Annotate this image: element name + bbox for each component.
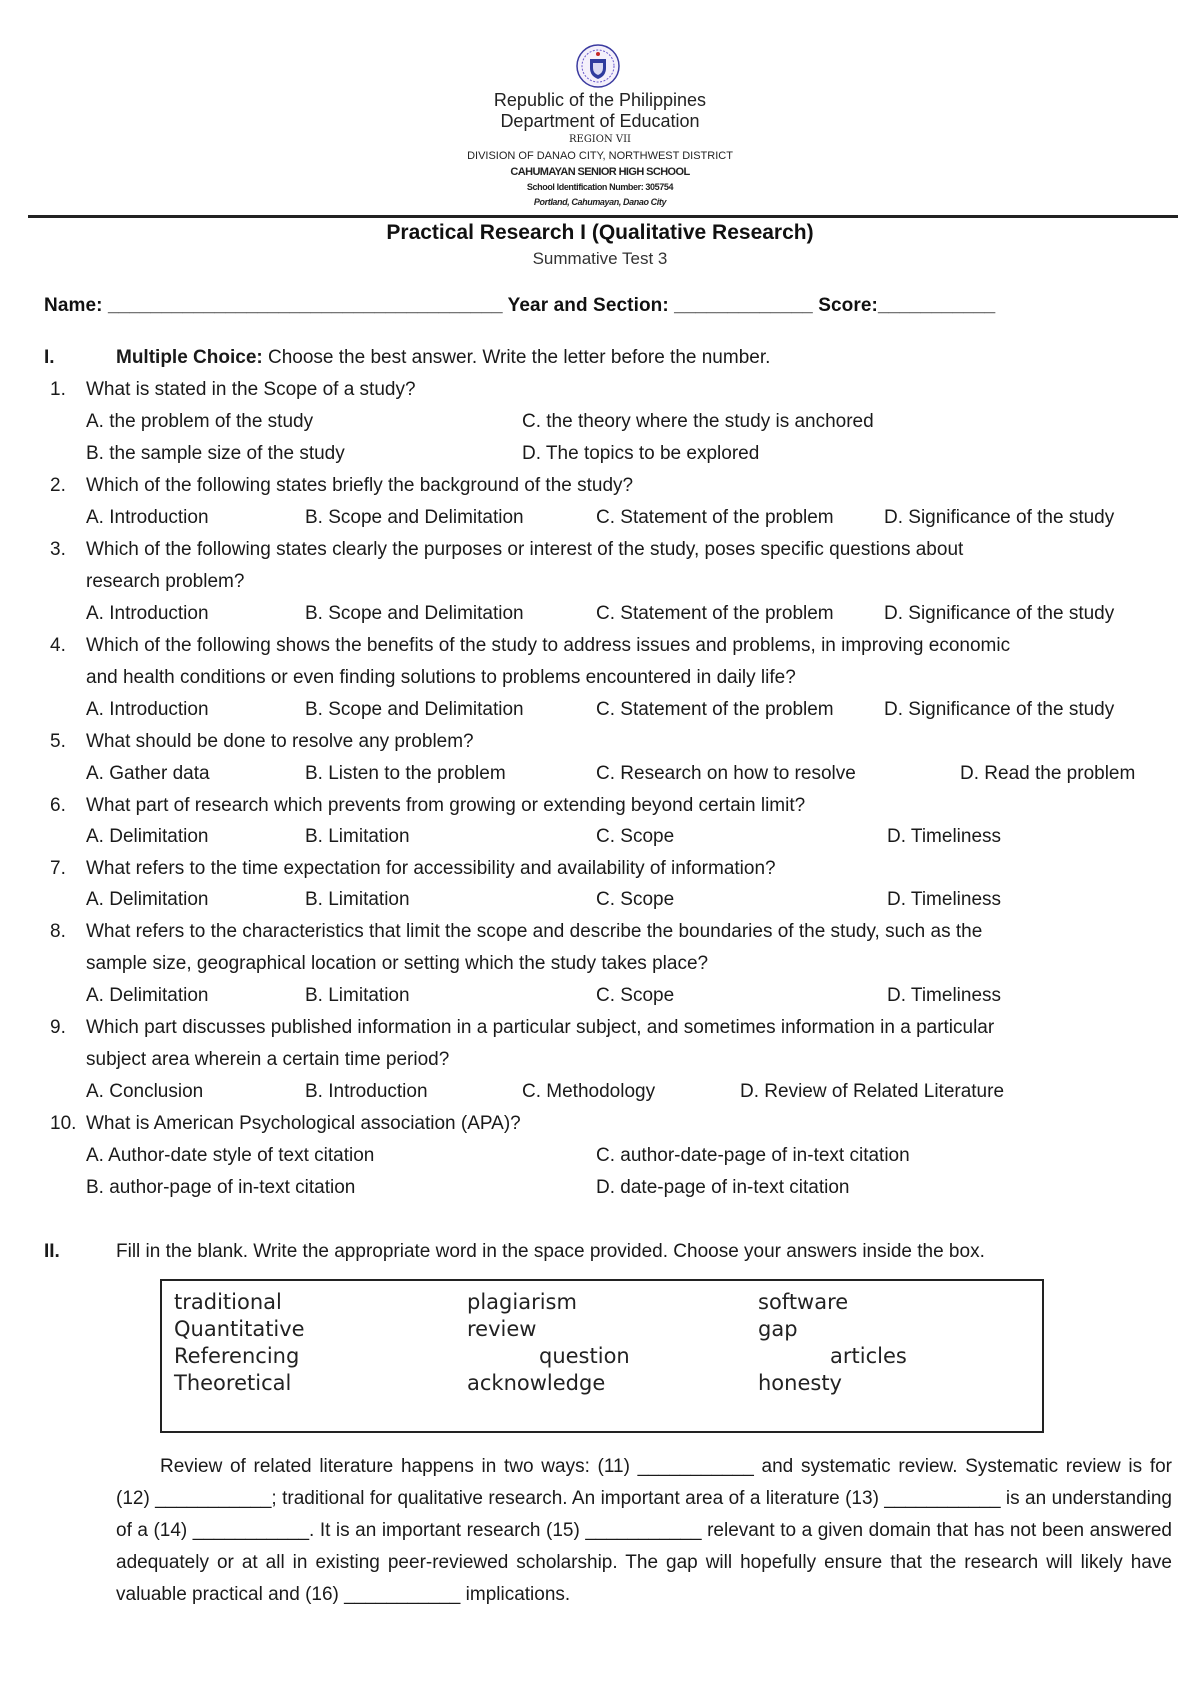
header-divider [28, 215, 1178, 218]
question-text: What is American Psychological association (APA)? [86, 1113, 521, 1134]
option: A. Gather data [86, 763, 210, 784]
question-number: 3. [50, 539, 66, 560]
question-text: subject area wherein a certain time period? [86, 1049, 450, 1070]
option: C. Statement of the problem [596, 699, 834, 720]
word-bank-item: question [539, 1344, 630, 1368]
option: D. Timeliness [887, 826, 1002, 847]
question-text: and health conditions or even finding solutions to problems encountered in daily life? [86, 667, 796, 688]
question-text: Which part discusses published information in a particular subject, and sometimes information in a particular [86, 1017, 995, 1038]
word-bank-item: Theoretical [174, 1371, 292, 1395]
question-text: research problem? [86, 571, 245, 592]
section1-label: Multiple Choice: [116, 347, 263, 368]
question-text: What part of research which prevents from growing or extending beyond certain limit? [86, 795, 806, 816]
option: B. Scope and Delimitation [305, 699, 524, 720]
option: B. Scope and Delimitation [305, 507, 524, 528]
question-number: 6. [50, 795, 66, 816]
question-text: Which of the following states briefly the background of the study? [86, 475, 634, 496]
question-text: sample size, geographical location or setting which the study takes place? [86, 953, 709, 974]
word-bank-item: traditional [174, 1290, 282, 1314]
option: B. Listen to the problem [305, 763, 506, 784]
section2-numeral: II. [44, 1241, 60, 1262]
question-text: What should be done to resolve any problem? [86, 731, 474, 752]
header-school: CAHUMAYAN SENIOR HIGH SCHOOL [510, 166, 690, 178]
option: B. Scope and Delimitation [305, 603, 524, 624]
option: B. Limitation [305, 985, 410, 1006]
word-bank-item: gap [758, 1317, 798, 1341]
option: D. Significance of the study [884, 603, 1115, 624]
header-division: DIVISION OF DANAO CITY, NORTHWEST DISTRICT [467, 150, 733, 162]
word-bank-item: software [758, 1290, 849, 1314]
option: B. Limitation [305, 826, 410, 847]
word-bank-item: honesty [758, 1371, 842, 1395]
option: D. Significance of the study [884, 507, 1115, 528]
option: C. Research on how to resolve [596, 763, 856, 784]
section1-numeral: I. [44, 347, 55, 368]
question-text: Which of the following states clearly the purposes or interest of the study, poses specific questions about [86, 539, 964, 560]
option: C. Statement of the problem [596, 603, 834, 624]
question-number: 5. [50, 731, 66, 752]
student-info-line: Name: _____________________________________ Year and Section: _____________ Score:___________ [44, 295, 996, 316]
question-number: 7. [50, 858, 66, 879]
option: D. Significance of the study [884, 699, 1115, 720]
option: C. Scope [596, 889, 675, 910]
page-subtitle: Summative Test 3 [532, 249, 668, 268]
word-bank-box [160, 1279, 1044, 1433]
option: D. Read the problem [960, 763, 1136, 784]
question-number: 10. [50, 1113, 77, 1134]
question-text: What is stated in the Scope of a study? [86, 379, 416, 400]
option: A. Delimitation [86, 985, 209, 1006]
option: A. Introduction [86, 603, 209, 624]
header-department: Department of Education [500, 111, 700, 131]
option: A. Delimitation [86, 889, 209, 910]
header-region: REGION VII [568, 134, 632, 145]
word-bank-item: Referencing [174, 1344, 300, 1368]
option: C. Scope [596, 985, 675, 1006]
deped-seal-icon [576, 44, 620, 88]
question-text: What refers to the time expectation for accessibility and availability of information? [86, 858, 776, 879]
option: D. Review of Related Literature [740, 1081, 1005, 1102]
section2-instruction: Fill in the blank. Write the appropriate word in the space provided. Choose your answers inside the box. [116, 1241, 985, 1262]
word-bank-item: articles [830, 1344, 907, 1368]
question-number: 8. [50, 921, 66, 942]
header-school-id: School Identification Number: 305754 [526, 182, 674, 192]
option: B. author-page of in-text citation [86, 1177, 356, 1198]
section1-text: Choose the best answer. Write the letter before the number. [262, 347, 771, 368]
question-number: 1. [50, 379, 66, 400]
question-number: 4. [50, 635, 66, 656]
question-number: 2. [50, 475, 66, 496]
option: C. author-date-page of in-text citation [596, 1145, 910, 1166]
option: C. Statement of the problem [596, 507, 834, 528]
header-republic: Republic of the Philippines [493, 90, 707, 110]
option: A. Introduction [86, 699, 209, 720]
question-number: 9. [50, 1017, 66, 1038]
option: A. Delimitation [86, 826, 209, 847]
word-bank-item: review [467, 1317, 537, 1341]
option: C. Methodology [522, 1081, 656, 1102]
option: B. the sample size of the study [86, 443, 345, 464]
word-bank-item: acknowledge [467, 1371, 606, 1395]
option: D. The topics to be explored [522, 443, 760, 464]
question-text: What refers to the characteristics that limit the scope and describe the boundaries of the study, such as the [86, 921, 983, 942]
fill-in-paragraph: Review of related literature happens in two ways: (11) ___________ and systematic review. Systematic review is for (12) ___________; traditional for qualitative research. An important area of a literature (13) ___________ is an understanding of a (14) ___________. It is an important research (15) ___________ relevant to a given domain that has not been answered adequately or at all in existing peer-reviewed scholarship. The gap will hopefully ensure that the research will likely have valuable practical and (16) ___________ implications. [116, 1456, 1172, 1605]
page-title: Practical Research I (Qualitative Research) [386, 221, 814, 244]
option: A. the problem of the study [86, 411, 314, 432]
option: D. Timeliness [887, 889, 1002, 910]
option: B. Limitation [305, 889, 410, 910]
header-address: Portland, Cahumayan, Danao City [533, 197, 667, 207]
option: B. Introduction [305, 1081, 428, 1102]
option: A. Author-date style of text citation [86, 1145, 375, 1166]
option: A. Introduction [86, 507, 209, 528]
option: C. the theory where the study is anchored [522, 411, 874, 432]
word-bank-item: plagiarism [467, 1290, 577, 1314]
option: A. Conclusion [86, 1081, 204, 1102]
section1-instruction [116, 347, 770, 369]
question-text: Which of the following shows the benefits of the study to address issues and problems, in improving economic [86, 635, 1011, 656]
option: D. date-page of in-text citation [596, 1177, 850, 1198]
option: D. Timeliness [887, 985, 1002, 1006]
option: C. Scope [596, 826, 675, 847]
word-bank-item: Quantitative [174, 1317, 305, 1341]
